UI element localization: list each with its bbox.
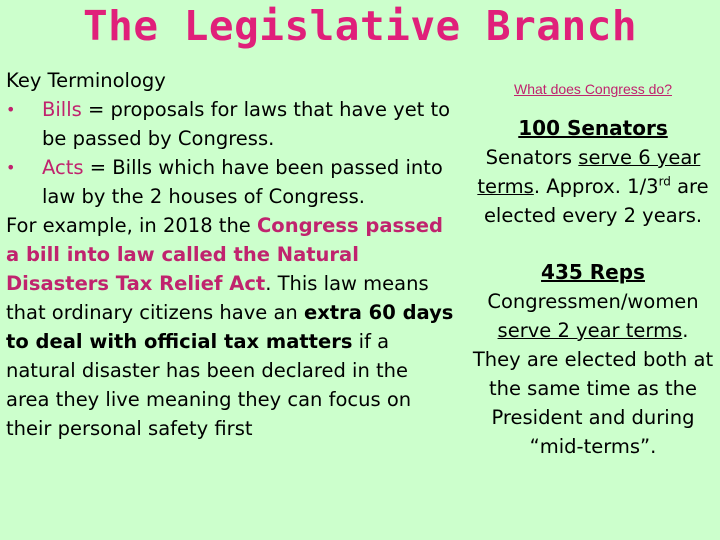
reps-heading: 435 Reps bbox=[541, 260, 645, 284]
bullet-icon: • bbox=[6, 158, 16, 177]
congress-panel bbox=[472, 66, 714, 461]
terminology-list bbox=[6, 95, 456, 211]
example-text: This law means that ordinary citizens have an bbox=[6, 272, 429, 324]
senators-heading: 100 Senators bbox=[518, 116, 668, 140]
bullet-icon: • bbox=[6, 100, 16, 119]
senators-text: Senators bbox=[485, 146, 579, 169]
ordinal-suffix: rd bbox=[658, 174, 671, 189]
term-acts: Acts bbox=[42, 156, 84, 179]
senators-text-3: are elected every 2 years. bbox=[483, 175, 709, 227]
definition-acts: = Bills which have been passed into law by the 2 houses of Congress. bbox=[42, 156, 443, 208]
congress-question-link[interactable]: What does Congress do? bbox=[514, 81, 672, 97]
example-paragraph bbox=[6, 211, 456, 443]
reps-term: serve 2 year terms bbox=[497, 319, 683, 342]
reps-text: Congressmen/women bbox=[487, 290, 699, 313]
slide-title: The Legislative Branch bbox=[82, 2, 638, 50]
terminology-heading: Key Terminology bbox=[6, 69, 166, 92]
list-item bbox=[6, 153, 456, 211]
list-item bbox=[6, 95, 456, 153]
senators-term: serve 6 year terms bbox=[477, 146, 701, 198]
senators-description bbox=[472, 143, 714, 230]
reps-text-2: . They are elected both at the same time as the President and during “mid-terms”. bbox=[472, 319, 714, 458]
reps-description bbox=[472, 287, 714, 461]
example-text-end: if a natural disaster has been declared in the area they live meaning they can focus on their personal safety first bbox=[6, 330, 412, 440]
definition-bills: = proposals for laws that have yet to be passed by Congress. bbox=[42, 98, 451, 150]
term-bills: Bills bbox=[42, 98, 82, 121]
terminology-panel bbox=[6, 66, 456, 443]
example-period: . bbox=[265, 272, 272, 295]
example-intro: For example, in 2018 the bbox=[6, 214, 257, 237]
example-congress: Congress bbox=[257, 214, 359, 237]
senators-text-2: . Approx. 1/3 bbox=[533, 175, 659, 198]
example-act-name: passed a bill into law called the Natural Disasters Tax Relief Act bbox=[6, 214, 443, 295]
example-extra-days: extra 60 days to deal with official tax matters bbox=[6, 301, 454, 353]
